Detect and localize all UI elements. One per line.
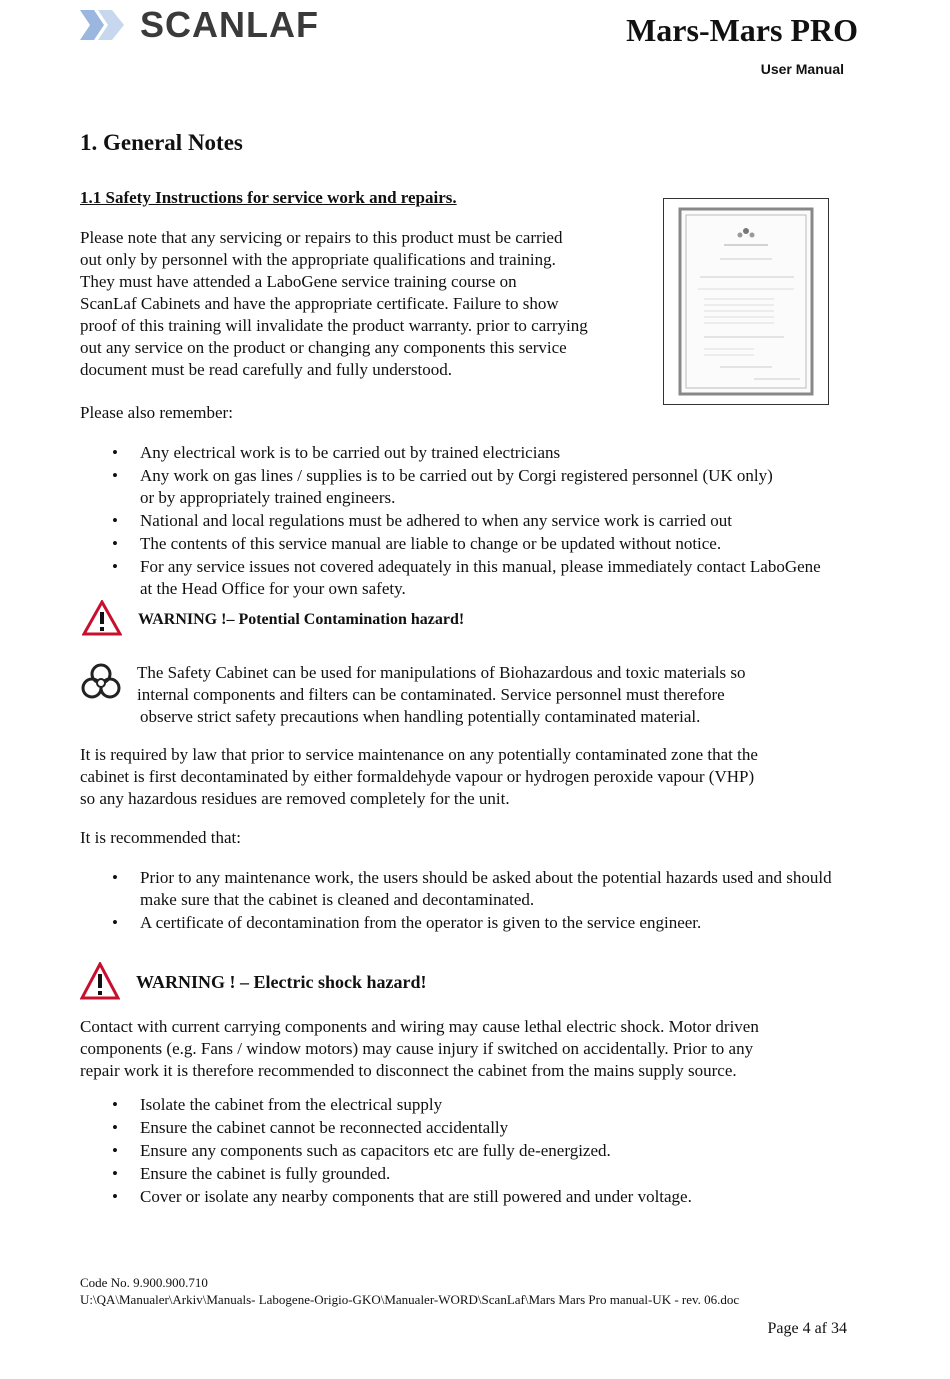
biohazard-icon xyxy=(80,660,122,702)
list-item: • The contents of this service manual are liable to change or be updated without notice. xyxy=(80,533,840,555)
certificate-image xyxy=(663,198,829,405)
logo-text: SCANLAF xyxy=(140,4,319,45)
list-item: • National and local regulations must be adhered to when any service work is carried out xyxy=(80,510,840,532)
footer-code: Code No. 9.900.900.710 xyxy=(80,1275,208,1290)
list-item: • Ensure any components such as capacitors etc are fully de-energized. xyxy=(80,1140,860,1162)
list-item: • Any work on gas lines / supplies is to be carried out by Corgi registered personnel (UK only) or by appropriately trained engineers. xyxy=(80,465,780,509)
subsection-heading: 1.1 Safety Instructions for service work and repairs. xyxy=(80,188,457,207)
electric-shock-list xyxy=(80,1094,860,1209)
electric-shock-paragraph: Contact with current carrying components and wiring may cause lethal electric shock. Motor driven components (e.g. Fans / window motors) may cause injury if switched on accidentally. Prior to any repair work it is therefore recommended to disconnect the cabinet from the mains supply source. xyxy=(80,1017,759,1080)
list-item: • Cover or isolate any nearby components that are still powered and under voltage. xyxy=(80,1186,860,1208)
list-item: • Ensure the cabinet cannot be reconnected accidentally xyxy=(80,1117,860,1139)
list-item: • Ensure the cabinet is fully grounded. xyxy=(80,1163,860,1185)
warning-triangle-icon xyxy=(82,600,122,636)
list-item: • Any electrical work is to be carried out by trained electricians xyxy=(80,442,840,464)
section-heading: 1. General Notes xyxy=(80,130,243,155)
decontamination-law-paragraph: It is required by law that prior to service maintenance on any potentially contaminated zone that the cabinet is first decontaminated by either formaldehyde vapour or hydrogen peroxide vapour (VHP) so any hazardous residues are removed completely for the unit. xyxy=(80,745,758,808)
intro-paragraph: Please note that any servicing or repairs to this product must be carried out only by personnel with the appropriate qualifications and training. They must have attended a LaboGene service training course on ScanLaf Cabinets and have the appropriate certificate. Failure to show proof of this training will invalidate the product warranty. prior to carrying out any service on the product or changing any components this service document must be read carefully and fully understood. xyxy=(80,228,588,379)
document-subtitle: User Manual xyxy=(760,61,844,77)
list-item: • For any service issues not covered adequately in this manual, please immediately contact LaboGene at the Head Office for your own safety. xyxy=(80,556,830,600)
electric-shock-warning-title: WARNING ! – Electric shock hazard! xyxy=(136,972,427,992)
document-title: Mars-Mars PRO xyxy=(626,12,858,48)
recommended-intro: It is recommended that: xyxy=(80,828,241,847)
remember-intro: Please also remember: xyxy=(80,403,233,422)
list-item: • Prior to any maintenance work, the users should be asked about the potential hazards used and should make sure that the cabinet is cleaned and decontaminated. xyxy=(80,867,850,911)
biohazard-paragraph: The Safety Cabinet can be used for manipulations of Biohazardous and toxic materials so internal components and filters can be contaminated. Service personnel must therefore observe strict safety precautions when handling potentially contaminated material. xyxy=(137,663,746,726)
list-item: • Isolate the cabinet from the electrical supply xyxy=(80,1094,860,1116)
remember-list xyxy=(80,442,840,601)
logo-chevrons-icon xyxy=(80,8,140,44)
contamination-warning-title: WARNING !– Potential Contamination hazard! xyxy=(138,611,465,628)
recommended-list xyxy=(80,867,860,935)
page-number: Page 4 af 34 xyxy=(767,1320,847,1337)
electric-warning-triangle-icon xyxy=(80,962,120,1000)
list-item: • A certificate of decontamination from the operator is given to the service engineer. xyxy=(80,912,860,934)
footer-file-path: U:\QA\Manualer\Arkiv\Manuals- Labogene-Origio-GKO\Manualer-WORD\ScanLaf\Mars Mars Pro manual-UK - rev. 06.doc xyxy=(80,1292,740,1307)
